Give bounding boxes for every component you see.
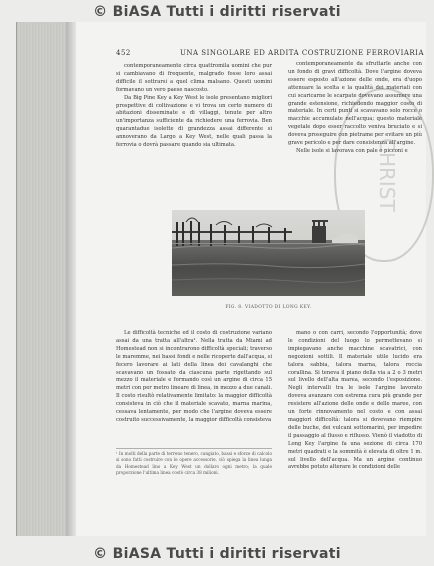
page-number: 452 <box>116 49 131 57</box>
paragraph: Le difficoltà tecniche ed il costo di costruzione variano assai da una tratta all'altra¹. Nella tratta da Miami ad Homestead non si incontrarono difficoltà speciali; traverso le maremme, nei bassi fondi e nelle ricoperte dall'acqua, si fecero lavorare ai lati della linea dei cavalanghi che scavavano un fossato da ciascuna parte rigettando sul mezzo il materiale e formando così un argine di circa 15 metri con per metro lineare di linea, in mezzo a due canali. Il costo risultò relativamente limitato: la maggior difficoltà consisteva in ciò che il materiale scavato, marna marina, cessava lentamente, per modo che l'argine doveva essere costruito successivamente, la maggior difficoltà consisteva <box>116 330 272 423</box>
watermark-bottom: © BiASA Tutti i diritti riservati <box>93 546 341 562</box>
paragraph: Nelle isole si lavorava con pale e picconi e <box>296 147 408 154</box>
paragraph: contemporaneamente da sfruttarle anche con un fondo di gravi difficoltà. Dove l'argine doveva essere esposto all'azione delle onde, era d'uopo attenuare la scelta e la qualità dei materiali con cui scaricarne le scarpate dovevano assumere una grande estensione, richiedendo maggior costo di materiale. In certi punti si scavavano solo rocce o macchie accumulate nell'acqua; questo materiale vegetale dopo esser raccolto veniva bruciato e si doveva proseguire con pietrame per evitare un più grave pericolo e per dare consistenza all'argine. <box>288 61 422 147</box>
column-bottom-left <box>116 330 272 425</box>
running-title: UNA SINGOLARE ED ARDITA COSTRUZIONE FERROVIARIA <box>180 49 424 57</box>
column-top-left <box>116 63 272 150</box>
library-stamp: CHRIST <box>334 88 434 262</box>
paragraph: contemporaneamente circa quattromila uomini che pur si cambiavano di frequente, malgrado fosse loro assai difficile il sottrarsi a quel clima malsano. Questi uomini formavano un vero paese nascosto. <box>116 63 272 93</box>
footnote: ¹ In molti della parte di terreno tenero, cangiato, bassi e sforze di calcolo si sono fatti costruire con le opere accessorie, ciò spiega la linea lunga da Homestead lino a Key West un dollaro ogni metro; la quale proporzione l'ultima linea costò circa 38 milioni. <box>116 448 272 477</box>
gutter-shadow <box>66 22 76 536</box>
paragraph: mano o con carri, secondo l'opportunità; dove le condizioni del luogo lo permettevano si impiegavano anche macchine scavatrici, con negozioni sottili. Il materiale utile lucido era talora sabbia, talora marna, talora roccia corallina. Si teneva il piano della via a 2 o 3 metri sul livello dell'alta marea, secondo l'esposizione. Negli intervalli tra le isole l'argine lavorato doveva avanzare con estrema cura più grande per resistere all'azione delle onde e delle maree, con un forte rinnovamento nel costo e con assai maggiori difficoltà: talora si dovevano riempire delle buche, dei vulcani sottomarini, per impedire il passaggio al flusso e riflusso. Vienò il viadotto di Long Key l'argine fa una sezione di circa 170 metri quadrati e la sommità è elevata di oltre 1 m. sul livello dell'acqua. Ma un argine continuo avrebbe potuto alterare le condizioni delle <box>288 330 422 471</box>
viaduct-photo-image <box>172 210 365 296</box>
viaduct-photo <box>172 210 365 296</box>
column-bottom-right <box>288 330 422 472</box>
watermark-top: © BiASA Tutti i diritti riservati <box>93 4 341 20</box>
book-page-edges <box>16 22 71 536</box>
column-top-right <box>288 61 422 156</box>
paragraph: Da Big Pine Key a Key West le isole presentano migliori prospettive di coltivazione e vi trova un certo numero di abitazioni disseminate e di villaggi, tenute per altro un'importanza sufficiente da richiedere una ferrovia. Ben quarantadue isolette di grandezza assai differente si annoverano da Largo a Key West, nelle quali passa la ferrovia o dovrà passare quando sia ultimata. <box>116 94 272 149</box>
photo-caption: FIG. 8. VIADOTTO DI LONG KEY. <box>225 305 312 310</box>
